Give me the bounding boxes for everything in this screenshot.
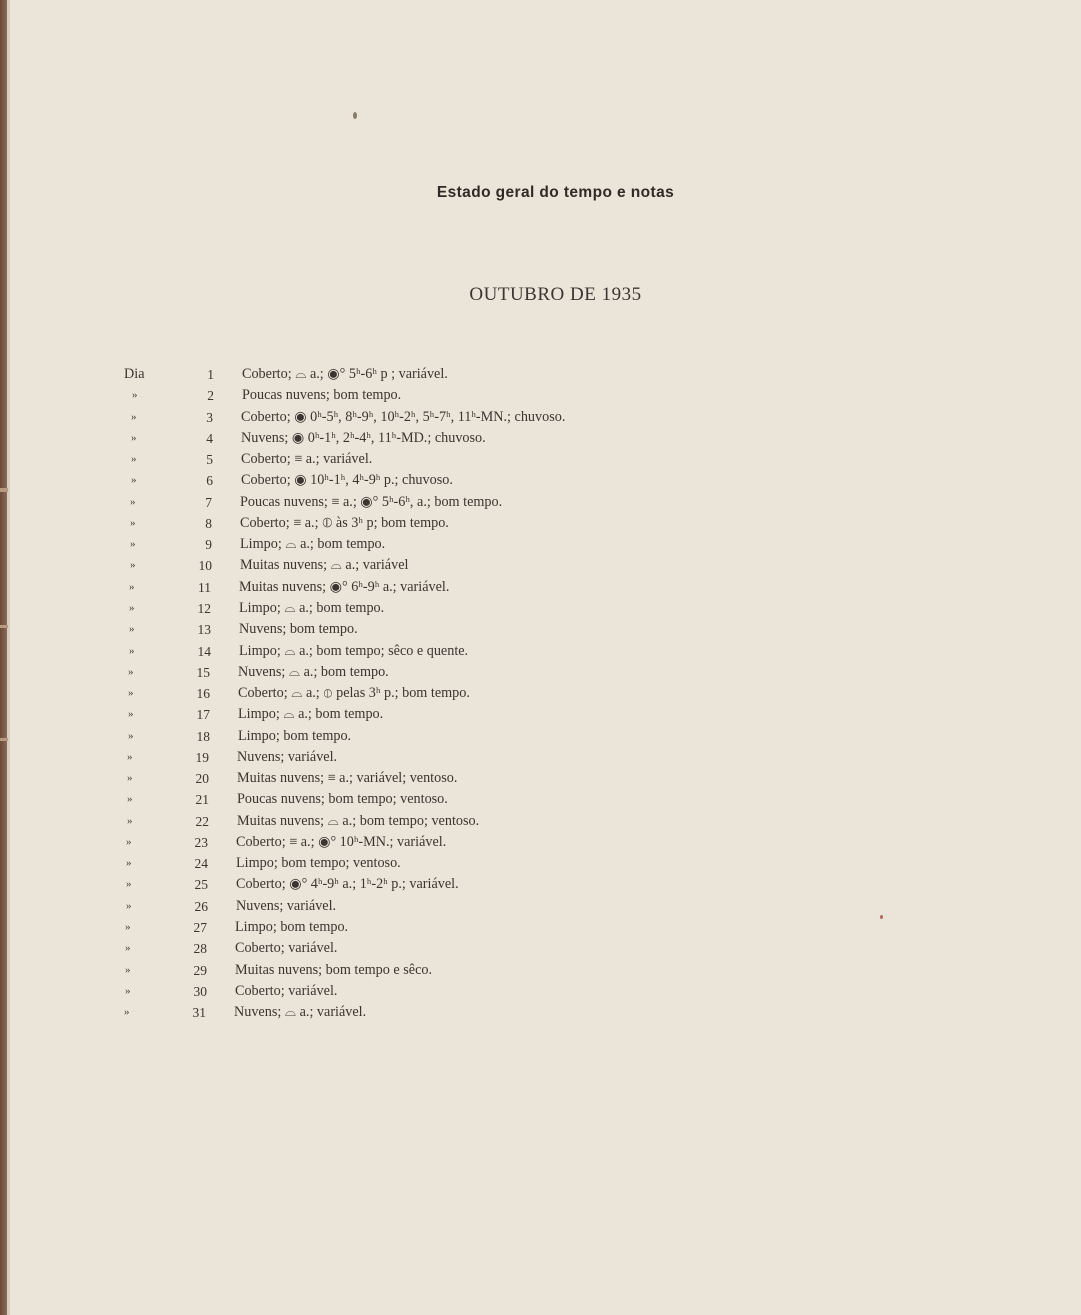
weather-note: Coberto; variável. [235,940,338,956]
day-number: 1 [207,367,214,382]
weather-note: Coberto; ◉ 0ʰ-5ʰ, 8ʰ-9ʰ, 10ʰ-2ʰ, 5ʰ-7ʰ, 11ʰ-MN.; chuvoso. [241,409,566,425]
weather-note: Nuvens; variável. [236,898,337,914]
ditto-mark: » [126,857,132,869]
day-number: 22 [195,814,209,829]
weather-note: Coberto; ≡ a.; variável. [241,451,373,467]
day-number: 7 [205,495,212,510]
day-number: 23 [194,835,208,850]
binding-tab [0,625,8,628]
weather-note: Limpo; bom tempo. [238,728,352,744]
day-number: 21 [195,792,209,807]
ditto-mark: » [132,389,138,401]
day-number: 30 [193,984,207,999]
ditto-mark: » [129,581,135,593]
weather-note: Nuvens; ⌓ a.; variável. [234,1004,367,1020]
ditto-mark: » [125,942,131,954]
day-number: 28 [193,941,207,956]
weather-note: Coberto; ◉° 4ʰ-9ʰ a.; 1ʰ-2ʰ p.; variável. [236,876,459,892]
ditto-mark: » [128,730,134,742]
weather-note: Coberto; variável. [235,983,338,999]
weather-note: Poucas nuvens; bom tempo; ventoso. [237,791,448,807]
weather-note: Nuvens; ⌓ a.; bom tempo. [238,664,389,680]
day-number: 4 [206,431,213,446]
ditto-mark: » [125,921,131,933]
day-label: Dia [124,366,145,382]
ditto-mark: » [127,793,133,805]
day-number: 16 [196,686,210,701]
weather-note: Muitas nuvens; bom tempo e sêco. [235,962,433,978]
day-number: 25 [194,877,208,892]
day-number: 12 [197,601,211,616]
weather-note: Poucas nuvens; bom tempo. [242,387,402,403]
ditto-mark: » [131,474,137,486]
ditto-mark: » [127,815,133,827]
day-number: 10 [198,558,212,573]
day-number: 3 [206,410,213,425]
weather-note: Nuvens; ◉ 0ʰ-1ʰ, 2ʰ-4ʰ, 11ʰ-MD.; chuvoso. [241,430,486,446]
weather-note: Muitas nuvens; ◉° 6ʰ-9ʰ a.; variável. [239,579,450,595]
ditto-mark: » [127,751,133,763]
weather-note: Nuvens; variável. [237,749,338,765]
weather-note: Muitas nuvens; ≡ a.; variável; ventoso. [237,770,458,786]
weather-note: Coberto; ⌓ a.; ⦶ pelas 3ʰ p.; bom tempo. [238,685,470,701]
day-number: 20 [195,771,209,786]
ditto-mark: » [130,538,136,550]
day-number: 6 [206,473,213,488]
ditto-mark: » [131,432,137,444]
ditto-mark: » [128,687,134,699]
day-number: 26 [194,899,208,914]
ditto-mark: » [125,964,131,976]
ditto-mark: » [130,559,136,571]
ditto-mark: » [128,708,134,720]
day-number: 24 [194,856,208,871]
day-number: 31 [192,1005,206,1020]
day-number: 19 [195,750,209,765]
ditto-mark: » [129,645,135,657]
day-number: 2 [207,388,214,403]
page-header: Estado geral do tempo e notas [436,184,675,201]
weather-note: Limpo; ⌓ a.; bom tempo. [240,536,386,552]
ditto-mark: » [130,496,136,508]
weather-note: Muitas nuvens; ⌓ a.; bom tempo; ventoso. [237,813,480,829]
day-number: 11 [198,580,211,595]
month-title: OUTUBRO DE 1935 [469,284,642,305]
ditto-mark: » [126,836,132,848]
ditto-mark: » [127,772,133,784]
weather-note: Coberto; ◉ 10ʰ-1ʰ, 4ʰ-9ʰ p.; chuvoso. [241,472,453,488]
day-number: 13 [197,622,211,637]
paper-speck [353,112,357,119]
ditto-mark: » [131,411,137,423]
day-number: 15 [196,665,210,680]
paper-speck [880,915,883,919]
weather-note: Limpo; bom tempo; ventoso. [236,855,401,871]
day-number: 29 [193,963,207,978]
ditto-mark: » [128,666,134,678]
weather-note: Coberto; ⌓ a.; ◉° 5ʰ-6ʰ p ; variável. [242,366,448,382]
day-number: 27 [193,920,207,935]
ditto-mark: » [125,985,131,997]
ditto-mark: » [126,878,132,890]
day-number: 8 [205,516,212,531]
weather-note: Muitas nuvens; ⌓ a.; variável [240,557,409,573]
binding-tab [0,738,8,741]
weather-note: Limpo; ⌓ a.; bom tempo. [239,600,385,616]
day-number: 14 [197,644,211,659]
weather-note: Nuvens; bom tempo. [239,621,358,637]
weather-note: Poucas nuvens; ≡ a.; ◉° 5ʰ-6ʰ, a.; bom tempo. [240,494,503,510]
day-number: 17 [196,707,210,722]
weather-note: Limpo; ⌓ a.; bom tempo; sêco e quente. [239,643,469,659]
binding-tab [0,488,8,492]
weather-note: Coberto; ≡ a.; ◉° 10ʰ-MN.; variável. [236,834,447,850]
day-number: 9 [205,537,212,552]
ditto-mark: » [129,623,135,635]
day-number: 5 [206,452,213,467]
ditto-mark: » [126,900,132,912]
ditto-mark: » [129,602,135,614]
ditto-mark: » [130,517,136,529]
day-number: 18 [196,729,210,744]
weather-note: Limpo; ⌓ a.; bom tempo. [238,706,384,722]
ditto-mark: » [124,1006,130,1018]
ditto-mark: » [131,453,137,465]
weather-note: Coberto; ≡ a.; ⦶ às 3ʰ p; bom tempo. [240,515,449,531]
weather-note: Limpo; bom tempo. [235,919,349,935]
